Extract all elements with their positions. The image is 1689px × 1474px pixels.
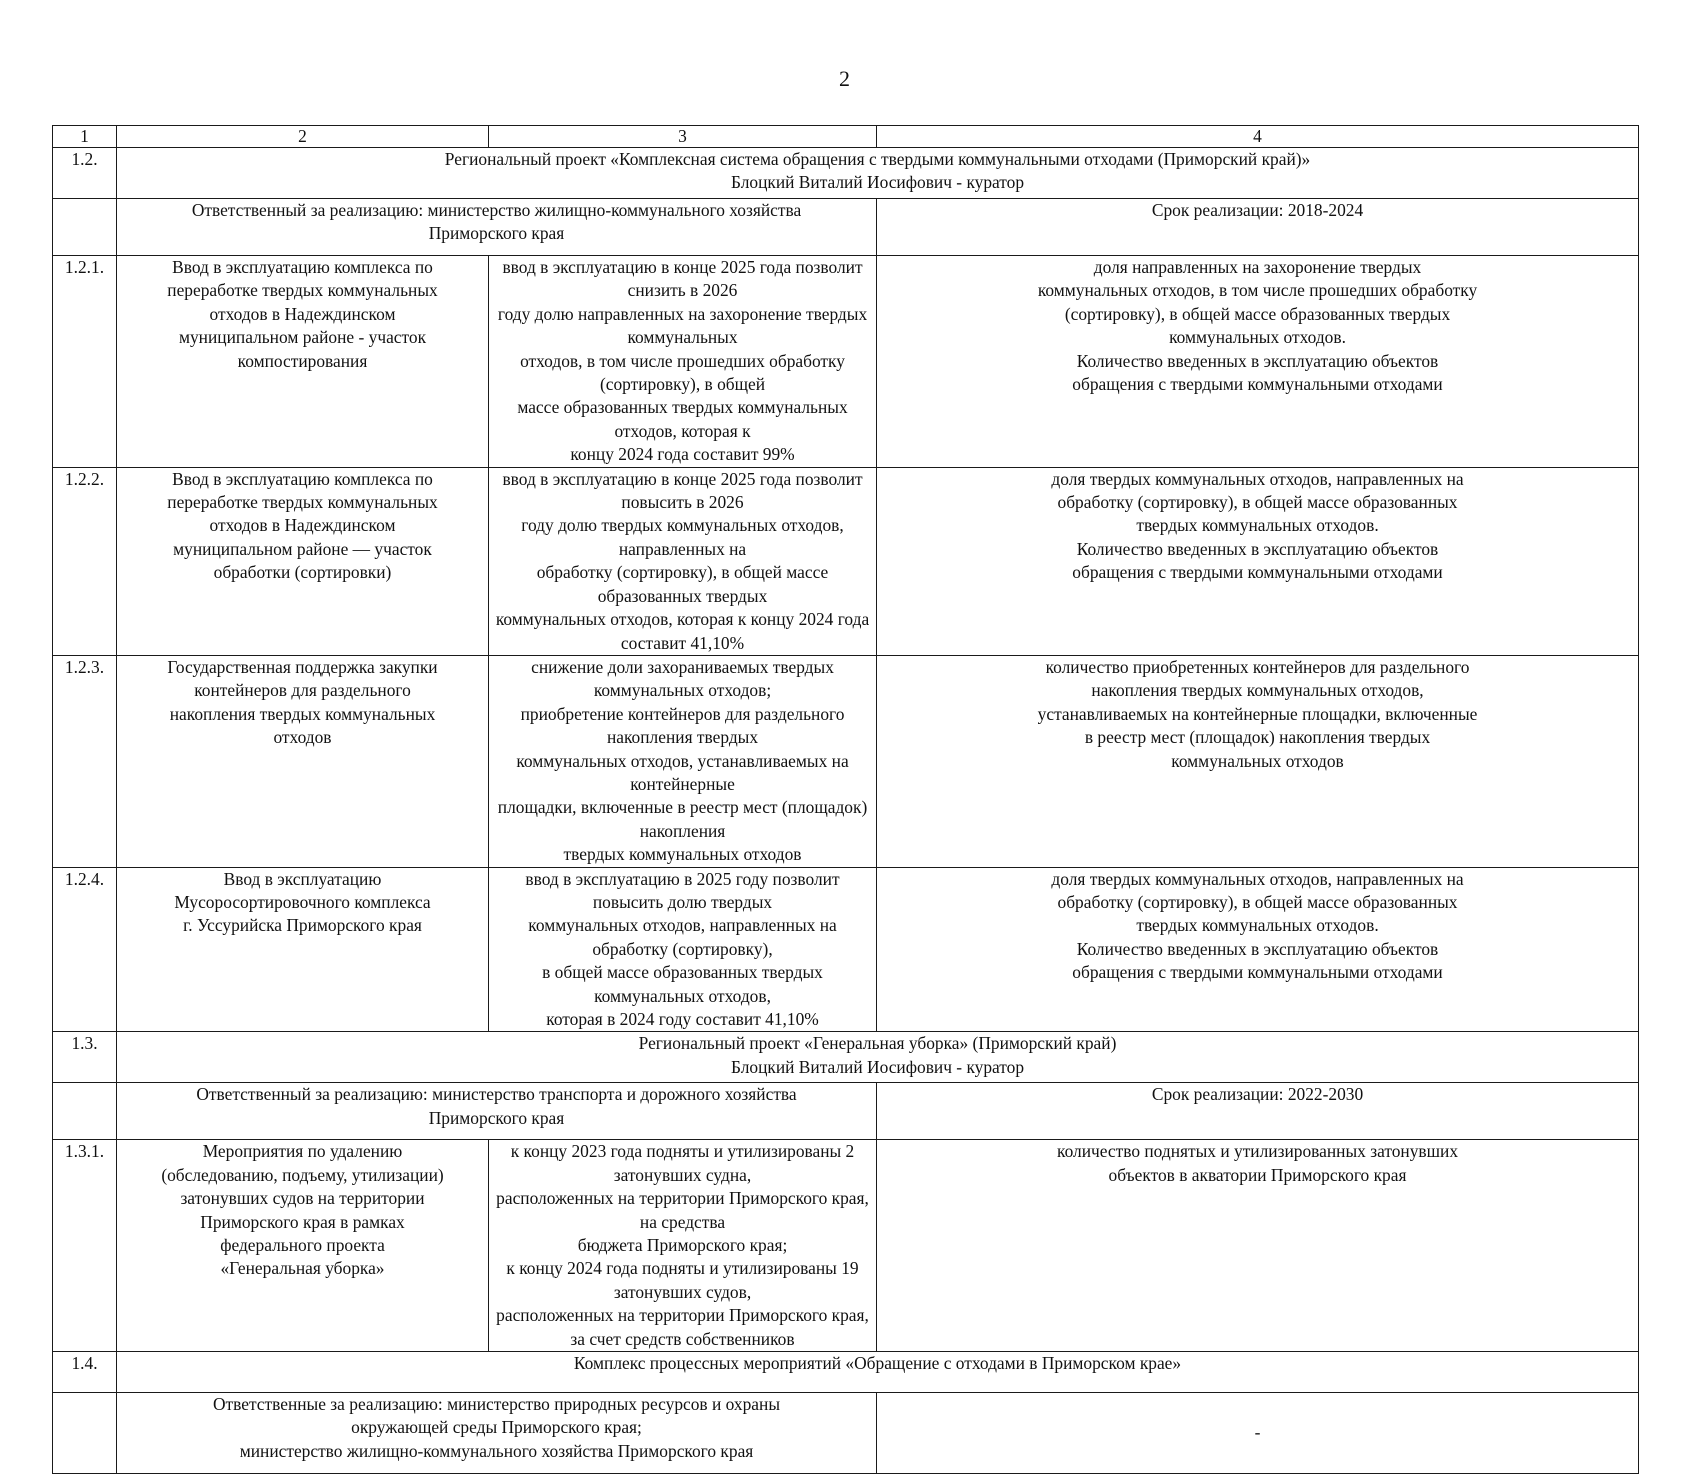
task-line: Государственная поддержка закупки [167, 656, 438, 677]
effect-cell [489, 256, 877, 468]
row-number: 1.2.3. [53, 655, 117, 867]
indicator-line: твердых коммунальных отходов. [1136, 515, 1379, 536]
responsible-line: окружающей среды Приморского края; [351, 1417, 642, 1438]
task-line: (обследованию, подъему, утилизации) [161, 1164, 444, 1185]
effect-line: массе образованных твердых коммунальных отходов, которая к [517, 397, 848, 441]
effect-line: ввод в эксплуатацию в 2025 году позволит повысить долю твердых [525, 868, 840, 912]
table-header-row [53, 126, 1639, 148]
task-cell [117, 1140, 489, 1352]
effect-line: к концу 2024 года подняты и утилизированы 19 затонувших судов, [506, 1258, 859, 1302]
task-line: отходов в Надеждинском [209, 515, 396, 536]
indicator-line: количество поднятых и утилизированных затонувших [1057, 1141, 1459, 1162]
indicator-line: твердых коммунальных отходов. [1136, 915, 1379, 936]
responsible-cell-1-4 [117, 1393, 877, 1474]
table-row-1-3-1 [53, 1140, 1639, 1352]
responsible-line: министерство жилищно-коммунального хозяйства Приморского края [239, 1440, 754, 1461]
task-line: Ввод в эксплуатацию [223, 868, 382, 889]
effect-line: коммунальных отходов, которая к концу 2024 года составит 41,10% [495, 609, 870, 653]
responsible-line: Ответственный за реализацию: министерство жилищно-коммунального хозяйства [191, 200, 802, 220]
responsible-line: Приморского края [428, 223, 565, 244]
effect-cell [489, 867, 877, 1032]
task-line: муниципальном районе - участок [178, 327, 427, 348]
effect-line: твердых коммунальных отходов [563, 844, 802, 865]
task-line: затонувших судов на территории [180, 1188, 425, 1209]
task-cell [117, 655, 489, 867]
responsible-line: Приморского края [428, 1107, 565, 1128]
effect-line: площадки, включенные в реестр мест (площадок) накопления [497, 797, 868, 841]
responsible-line: Ответственный за реализацию: министерство транспорта и дорожного хозяйства [196, 1084, 797, 1105]
row-number: 1.2. [53, 148, 117, 199]
indicator-line: Количество введенных в эксплуатацию объектов [1076, 350, 1439, 371]
row-number: 1.2.1. [53, 256, 117, 468]
table-row-1-2-2 [53, 467, 1639, 655]
task-line: отходов в Надеждинском [209, 303, 396, 324]
effect-cell [489, 1140, 877, 1352]
indicator-line: коммунальных отходов [1171, 750, 1344, 771]
project-row-1-2 [53, 148, 1639, 199]
header-col-1: 1 [53, 126, 117, 148]
row-number: 1.2.4. [53, 867, 117, 1032]
task-line: г. Уссурийска Приморского края [183, 915, 422, 936]
row-number: 1.4. [53, 1352, 117, 1393]
effect-line: отходов, в том числе прошедших обработку (сортировку), в общей [520, 350, 845, 395]
task-line: переработке твердых коммунальных [167, 280, 438, 301]
project-curator-line: Блоцкий Виталий Иосифович - куратор [730, 172, 1025, 193]
effect-cell [489, 655, 877, 867]
task-line: Ввод в эксплуатацию комплекса по [172, 257, 433, 277]
indicator-line: коммунальных отходов, в том числе прошедших обработку [1037, 280, 1478, 301]
task-line: обработки (сортировки) [213, 562, 392, 583]
effect-line: к концу 2023 года подняты и утилизированы 2 затонувших судна, [510, 1141, 855, 1185]
task-cell [117, 467, 489, 655]
responsible-line: Ответственные за реализацию: министерство природных ресурсов и охраны [213, 1394, 781, 1415]
table-row-1-2-3 [53, 655, 1639, 867]
project-title-line: Региональный проект «Генеральная уборка» (Приморский край) [638, 1033, 1117, 1054]
effect-line: расположенных на территории Приморского края, на средства [496, 1188, 869, 1232]
task-line: Мусоросортировочного комплекса [174, 891, 431, 912]
effect-line: коммунальных отходов, устанавливаемых на контейнерные [516, 750, 849, 794]
indicator-line: обращения с твердыми коммунальными отходами [1072, 374, 1443, 395]
effect-line: ввод в эксплуатацию в конце 2025 года позволит снизить в 2026 [502, 257, 863, 301]
task-line: контейнеров для раздельного [194, 680, 411, 701]
indicator-line: объектов в акватории Приморского края [1108, 1164, 1407, 1185]
process-title-1-4: Комплекс процессных мероприятий «Обращение с отходами в Приморском крае» [117, 1352, 1639, 1393]
indicator-line: доля твердых коммунальных отходов, направленных на [1051, 868, 1464, 889]
indicator-line: обработку (сортировку), в общей массе образованных [1057, 492, 1458, 513]
indicator-cell [877, 655, 1639, 867]
indicator-line: количество приобретенных контейнеров для раздельного [1045, 656, 1470, 677]
effect-line: расположенных на территории Приморского края, [496, 1305, 869, 1326]
table-row-1-2-4 [53, 867, 1639, 1032]
task-line: федерального проекта [220, 1235, 385, 1256]
row-number: 1.3. [53, 1032, 117, 1083]
task-line: муниципальном районе — участок [173, 538, 432, 559]
effect-line: бюджета Приморского края; [577, 1235, 788, 1256]
task-line: переработке твердых коммунальных [167, 492, 438, 513]
indicator-line: Количество введенных в эксплуатацию объектов [1076, 938, 1439, 959]
indicator-line: обращения с твердыми коммунальными отходами [1072, 962, 1443, 983]
term-cell-1-4: - [877, 1393, 1639, 1474]
project-curator-line: Блоцкий Виталий Иосифович - куратор [730, 1056, 1025, 1077]
row-number: 1.3.1. [53, 1140, 117, 1352]
effect-line: приобретение контейнеров для раздельного накопления твердых [520, 703, 845, 748]
effect-line: в общей массе образованных твердых коммунальных отходов, [542, 962, 823, 1006]
effect-line: которая в 2024 году составит 41,10% [546, 1009, 819, 1029]
task-line: «Генеральная уборка» [220, 1258, 385, 1279]
task-line: отходов [273, 727, 332, 748]
effect-line: ввод в эксплуатацию в конце 2025 года позволит повысить в 2026 [502, 468, 863, 513]
indicator-cell [877, 1140, 1639, 1352]
indicator-line: накопления твердых коммунальных отходов, [1091, 680, 1424, 701]
indicator-line: устанавливаемых на контейнерные площадки, включенные [1037, 703, 1478, 724]
page-number: 2 [839, 66, 850, 91]
responsible-row-1-3 [53, 1083, 1639, 1140]
task-cell [117, 867, 489, 1032]
table-row-1-2-1 [53, 256, 1639, 468]
term-cell-1-3: Срок реализации: 2022-2030 [877, 1083, 1639, 1140]
empty-cell [53, 199, 117, 256]
term-cell-1-2: Срок реализации: 2018-2024 [877, 199, 1639, 256]
task-line: Приморского края в рамках [200, 1211, 405, 1232]
effect-line: году долю направленных на захоронение твердых коммунальных [497, 303, 868, 348]
project-title-1-3 [117, 1032, 1639, 1083]
empty-cell [53, 1083, 117, 1140]
effect-cell [489, 467, 877, 655]
indicator-line: в реестр мест (площадок) накопления твердых [1084, 727, 1431, 748]
task-cell [117, 256, 489, 468]
responsible-row-1-2 [53, 199, 1639, 256]
effect-line: обработку (сортировку), в общей массе образованных твердых [536, 562, 829, 606]
empty-cell [53, 1393, 117, 1474]
indicator-cell [877, 256, 1639, 468]
task-line: накопления твердых коммунальных [169, 703, 436, 724]
project-title-1-2 [117, 148, 1639, 199]
indicator-line: доля твердых коммунальных отходов, направленных на [1051, 468, 1464, 489]
effect-line: концу 2024 года составит 99% [570, 444, 795, 465]
project-title-line: Региональный проект «Комплексная система обращения с твердыми коммунальными отходами (Приморский край)» [444, 149, 1311, 169]
indicator-line: обработку (сортировку), в общей массе образованных [1057, 891, 1458, 912]
header-col-3: 3 [489, 126, 877, 148]
header-col-4: 4 [877, 126, 1639, 148]
task-line: Ввод в эксплуатацию комплекса по [172, 468, 433, 489]
effect-line: коммунальных отходов, направленных на обработку (сортировку), [528, 915, 837, 959]
indicator-line: (сортировку), в общей массе образованных твердых [1064, 303, 1451, 324]
process-row-1-4 [53, 1352, 1639, 1393]
row-number: 1.2.2. [53, 467, 117, 655]
effect-line: году долю твердых коммунальных отходов, направленных на [521, 515, 844, 559]
indicator-line: доля направленных на захоронение твердых [1093, 257, 1422, 277]
responsible-row-1-4 [53, 1393, 1639, 1474]
task-line: компостирования [237, 350, 368, 371]
project-row-1-3 [53, 1032, 1639, 1083]
header-col-2: 2 [117, 126, 489, 148]
indicator-line: обращения с твердыми коммунальными отходами [1072, 562, 1443, 583]
effect-line: снижение доли захораниваемых твердых коммунальных отходов; [531, 656, 834, 701]
indicator-cell [877, 467, 1639, 655]
indicator-line: коммунальных отходов. [1169, 327, 1346, 348]
measures-table [52, 125, 1639, 1474]
responsible-cell-1-2 [117, 199, 877, 256]
indicator-line: Количество введенных в эксплуатацию объектов [1076, 538, 1439, 559]
effect-line: за счет средств собственников [570, 1328, 795, 1349]
responsible-cell-1-3 [117, 1083, 877, 1140]
indicator-cell [877, 867, 1639, 1032]
task-line: Мероприятия по удалению [202, 1141, 403, 1162]
